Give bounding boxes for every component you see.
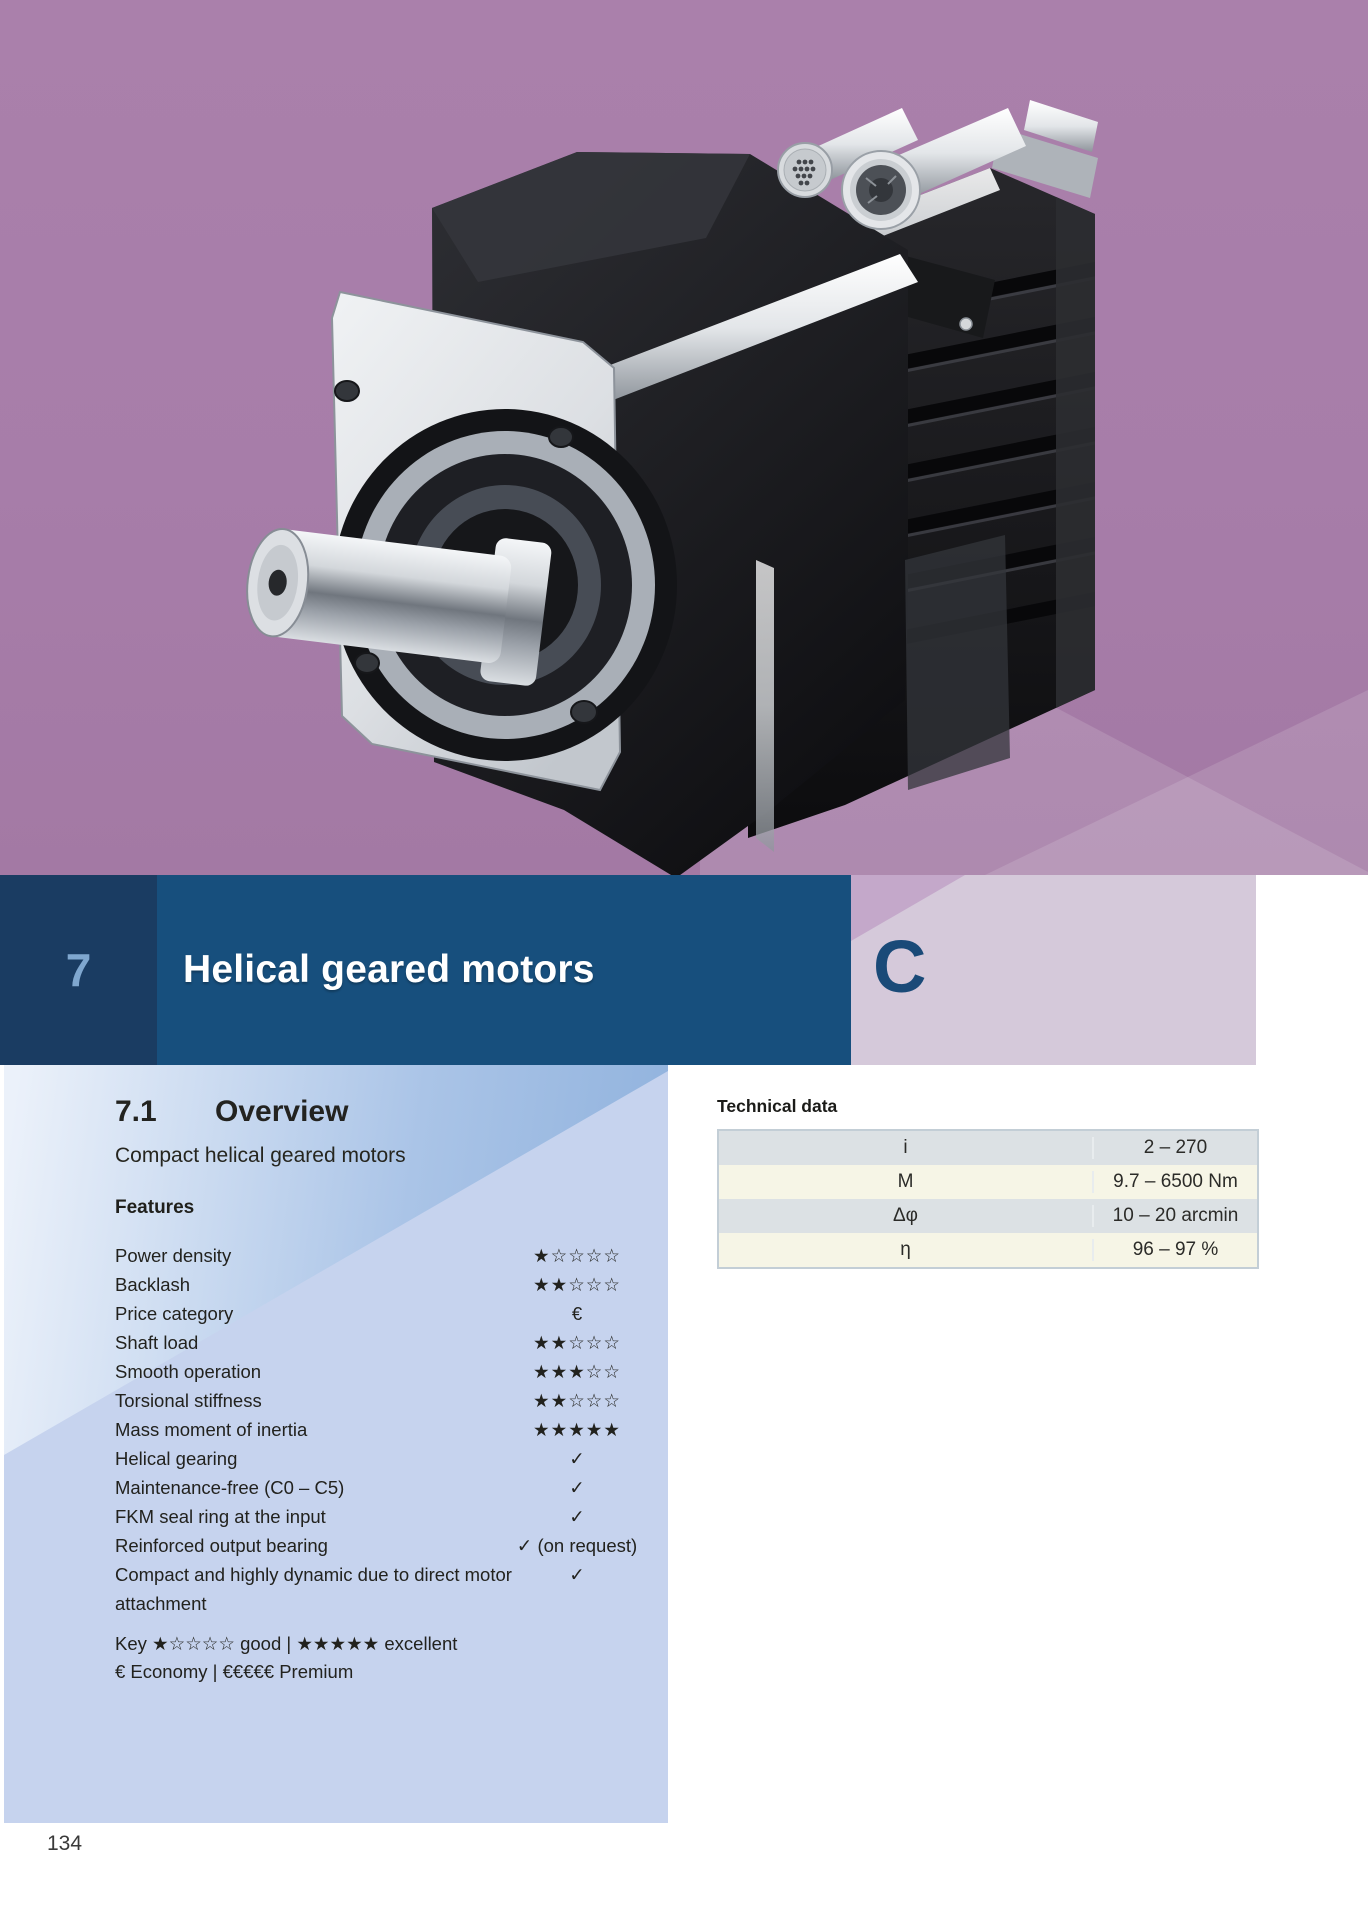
value-cell: 9.7 – 6500 Nm (1113, 1171, 1238, 1192)
rating-key-line2: € Economy | €€€€€ Premium (115, 1661, 354, 1682)
chapter-band (0, 875, 1368, 1065)
symbol-cell: i (719, 1137, 1094, 1159)
table-row (719, 1199, 1257, 1233)
star-rating: ★☆☆☆☆ (533, 1245, 621, 1266)
feature-row (115, 1386, 645, 1415)
section-number: 7.1 (115, 1095, 157, 1128)
feature-label: Price category (115, 1303, 234, 1324)
section-subtitle: Compact helical geared motors (115, 1144, 406, 1167)
feature-row (115, 1531, 645, 1560)
features-list (115, 1241, 645, 1618)
feature-row (115, 1502, 645, 1531)
page-number: 134 (47, 1832, 83, 1855)
table-row (719, 1165, 1257, 1199)
feature-row (115, 1299, 645, 1328)
feature-label: Shaft load (115, 1332, 199, 1353)
table-row (719, 1131, 1257, 1165)
symbol-cell: Δφ (719, 1205, 1094, 1227)
overview-section (0, 1065, 1368, 1920)
size-code: C (873, 925, 927, 1009)
geared-motor-illustration (0, 0, 1368, 875)
chapter-number: 7 (65, 944, 92, 996)
feature-label: Helical gearing (115, 1448, 238, 1469)
technical-data-table (717, 1129, 1259, 1269)
feature-label: Torsional stiffness (115, 1390, 262, 1411)
check-icon: ✓ (569, 1564, 585, 1585)
star-rating: ★★☆☆☆ (533, 1390, 621, 1411)
feature-label: Backlash (115, 1274, 191, 1295)
feature-row (115, 1473, 645, 1502)
feature-label: Smooth operation (115, 1361, 262, 1382)
value-cell: 10 – 20 arcmin (1112, 1205, 1239, 1226)
rating-key (115, 1630, 457, 1686)
feature-row (115, 1560, 645, 1618)
feature-label: Power density (115, 1245, 232, 1266)
chapter-number-block (0, 875, 157, 1065)
features-panel (4, 1065, 668, 1823)
size-code-block (851, 875, 1256, 1065)
symbol-cell: η (719, 1239, 1094, 1261)
table-row (719, 1233, 1257, 1267)
feature-row (115, 1415, 645, 1444)
price-category-value: € (571, 1303, 583, 1324)
star-rating: ★★★☆☆ (533, 1361, 621, 1382)
feature-row (115, 1357, 645, 1386)
feature-row (115, 1328, 645, 1357)
feature-label: FKM seal ring at the input (115, 1506, 326, 1527)
feature-label: Mass moment of inertia (115, 1419, 308, 1440)
star-rating: ★★☆☆☆ (533, 1332, 621, 1353)
features-heading: Features (115, 1197, 195, 1218)
feature-label: Reinforced output bearing (115, 1535, 328, 1556)
section-title: Overview (215, 1095, 349, 1128)
section-heading (115, 1095, 635, 1129)
check-icon: ✓ (569, 1477, 585, 1498)
feature-row (115, 1241, 645, 1270)
technical-data-heading: Technical data (717, 1096, 838, 1116)
feature-label: Compact and highly dynamic due to direct motor attachment (115, 1564, 512, 1614)
star-rating: ★★☆☆☆ (533, 1274, 621, 1295)
hero-section (0, 0, 1368, 875)
star-rating: ★★★★★ (533, 1419, 621, 1440)
chapter-title: Helical geared motors (183, 948, 595, 991)
symbol-cell: M (719, 1171, 1094, 1193)
value-cell: 2 – 270 (1143, 1137, 1208, 1158)
value-cell: 96 – 97 % (1132, 1239, 1219, 1260)
chapter-title-block (157, 875, 851, 1065)
check-icon: ✓ (569, 1506, 585, 1527)
feature-row (115, 1270, 645, 1299)
check-icon: ✓ (569, 1448, 585, 1469)
rating-key-line1: Key ★☆☆☆☆ good | ★★★★★ excellent (115, 1633, 458, 1654)
check-icon: ✓ (on request) (516, 1535, 638, 1556)
feature-row (115, 1444, 645, 1473)
feature-label: Maintenance-free (C0 – C5) (115, 1477, 345, 1498)
